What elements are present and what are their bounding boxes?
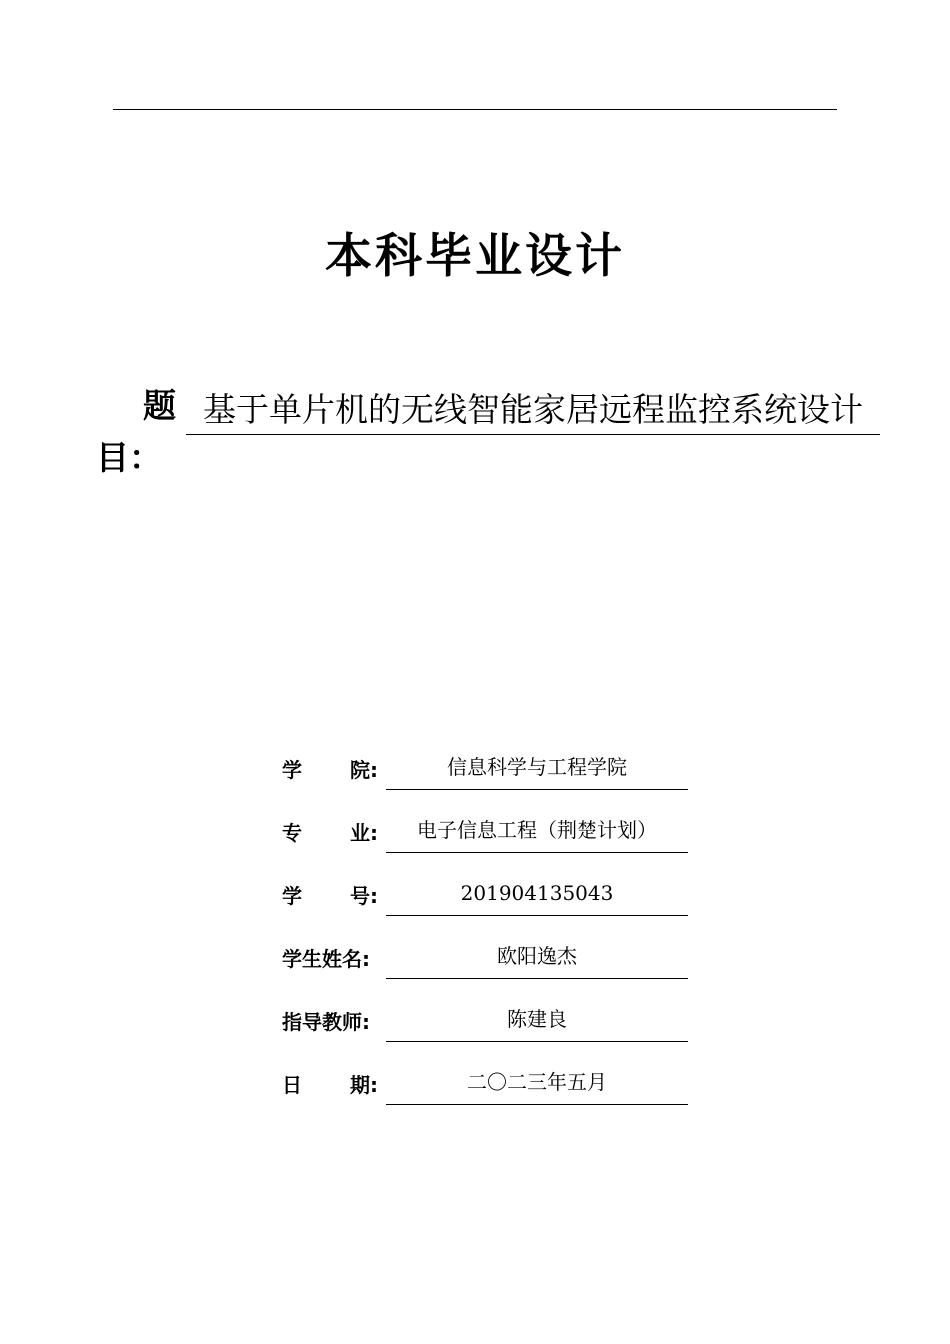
student-id-label-b: 号:	[350, 883, 378, 908]
info-table	[282, 746, 688, 1124]
topic-label-part1: 题	[143, 386, 176, 425]
date-label	[282, 1061, 378, 1105]
student-id-label	[282, 872, 378, 916]
document-title: 本科毕业设计	[325, 229, 625, 284]
major-label	[282, 809, 378, 853]
advisor-label: 指导教师:	[282, 1009, 370, 1034]
college-value: 信息科学与工程学院	[386, 746, 688, 790]
info-row-college	[282, 746, 688, 809]
date-label-a: 日	[282, 1072, 302, 1097]
topic-label	[96, 380, 180, 484]
date-label-b: 期:	[350, 1072, 378, 1097]
major-label-b: 业:	[350, 820, 378, 845]
college-label	[282, 746, 378, 790]
info-row-student-id	[282, 872, 688, 935]
major-label-a: 专	[282, 820, 302, 845]
college-label-a: 学	[282, 757, 302, 782]
college-label-b: 院:	[350, 757, 378, 782]
student-name-label: 学生姓名:	[282, 946, 370, 971]
info-row-major	[282, 809, 688, 872]
info-row-advisor	[282, 998, 688, 1061]
student-name-value: 欧阳逸杰	[386, 935, 688, 979]
date-value: 二〇二三年五月	[386, 1061, 688, 1105]
advisor-value: 陈建良	[386, 998, 688, 1042]
student-id-value: 201904135043	[386, 872, 688, 916]
info-row-student-name	[282, 935, 688, 998]
major-value: 电子信息工程（荆楚计划）	[386, 809, 688, 853]
student-id-label-a: 学	[282, 883, 302, 908]
topic-value: 基于单片机的无线智能家居远程监控系统设计	[186, 388, 880, 435]
header-rule	[113, 109, 837, 110]
info-row-date	[282, 1061, 688, 1124]
topic-label-part2: 目：	[96, 438, 162, 477]
